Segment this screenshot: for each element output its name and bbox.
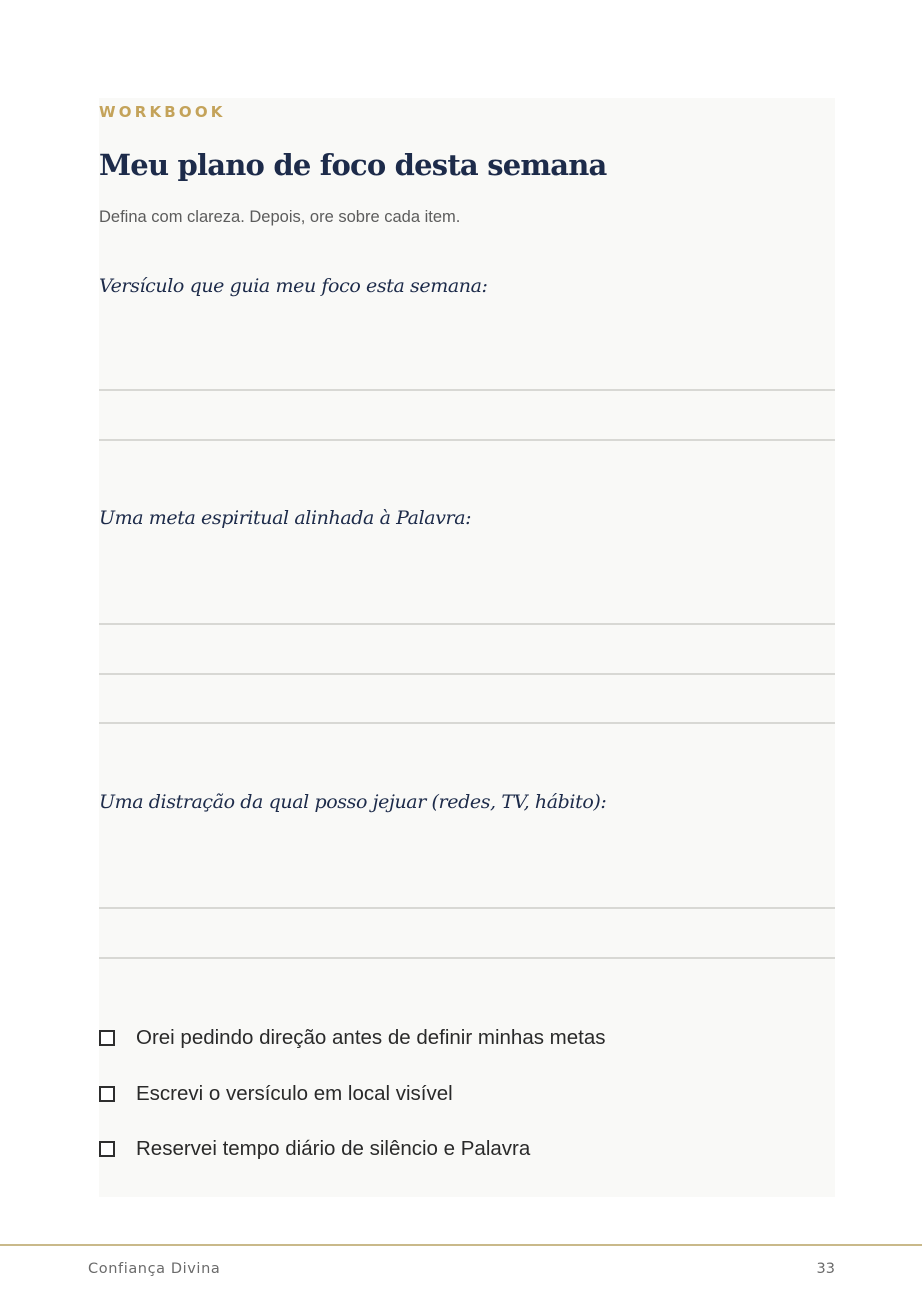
answer-line[interactable] — [99, 623, 835, 625]
answer-line[interactable] — [99, 907, 835, 909]
prompt-verse-label: Versículo que guia meu foco esta semana: — [99, 275, 488, 297]
checklist-item[interactable] — [99, 1080, 453, 1108]
footer-divider — [0, 1244, 922, 1246]
checklist-item[interactable] — [99, 1024, 606, 1052]
footer-page-number: 33 — [816, 1261, 835, 1277]
checkbox[interactable] — [99, 1030, 115, 1046]
checklist-item-label: Orei pedindo direção antes de definir minhas metas — [136, 1026, 606, 1049]
prompt-distraction-label: Uma distração da qual posso jejuar (redes, TV, hábito): — [99, 791, 607, 813]
checklist-item-label: Escrevi o versículo em local visível — [136, 1082, 453, 1105]
answer-line[interactable] — [99, 722, 835, 724]
checkbox[interactable] — [99, 1086, 115, 1102]
page-subtitle: Defina com clareza. Depois, ore sobre cada item. — [99, 208, 461, 226]
answer-line[interactable] — [99, 673, 835, 675]
checklist-item[interactable] — [99, 1135, 530, 1163]
checklist-item-label: Reservei tempo diário de silêncio e Palavra — [136, 1137, 531, 1160]
section-eyebrow: WORKBOOK — [99, 103, 226, 121]
footer-book-title: Confiança Divina — [88, 1261, 221, 1277]
answer-line[interactable] — [99, 957, 835, 959]
checkbox[interactable] — [99, 1141, 115, 1157]
answer-line[interactable] — [99, 439, 835, 441]
page-title: Meu plano de foco desta semana — [99, 148, 607, 182]
prompt-goal-label: Uma meta espiritual alinhada à Palavra: — [99, 507, 472, 529]
answer-line[interactable] — [99, 389, 835, 391]
